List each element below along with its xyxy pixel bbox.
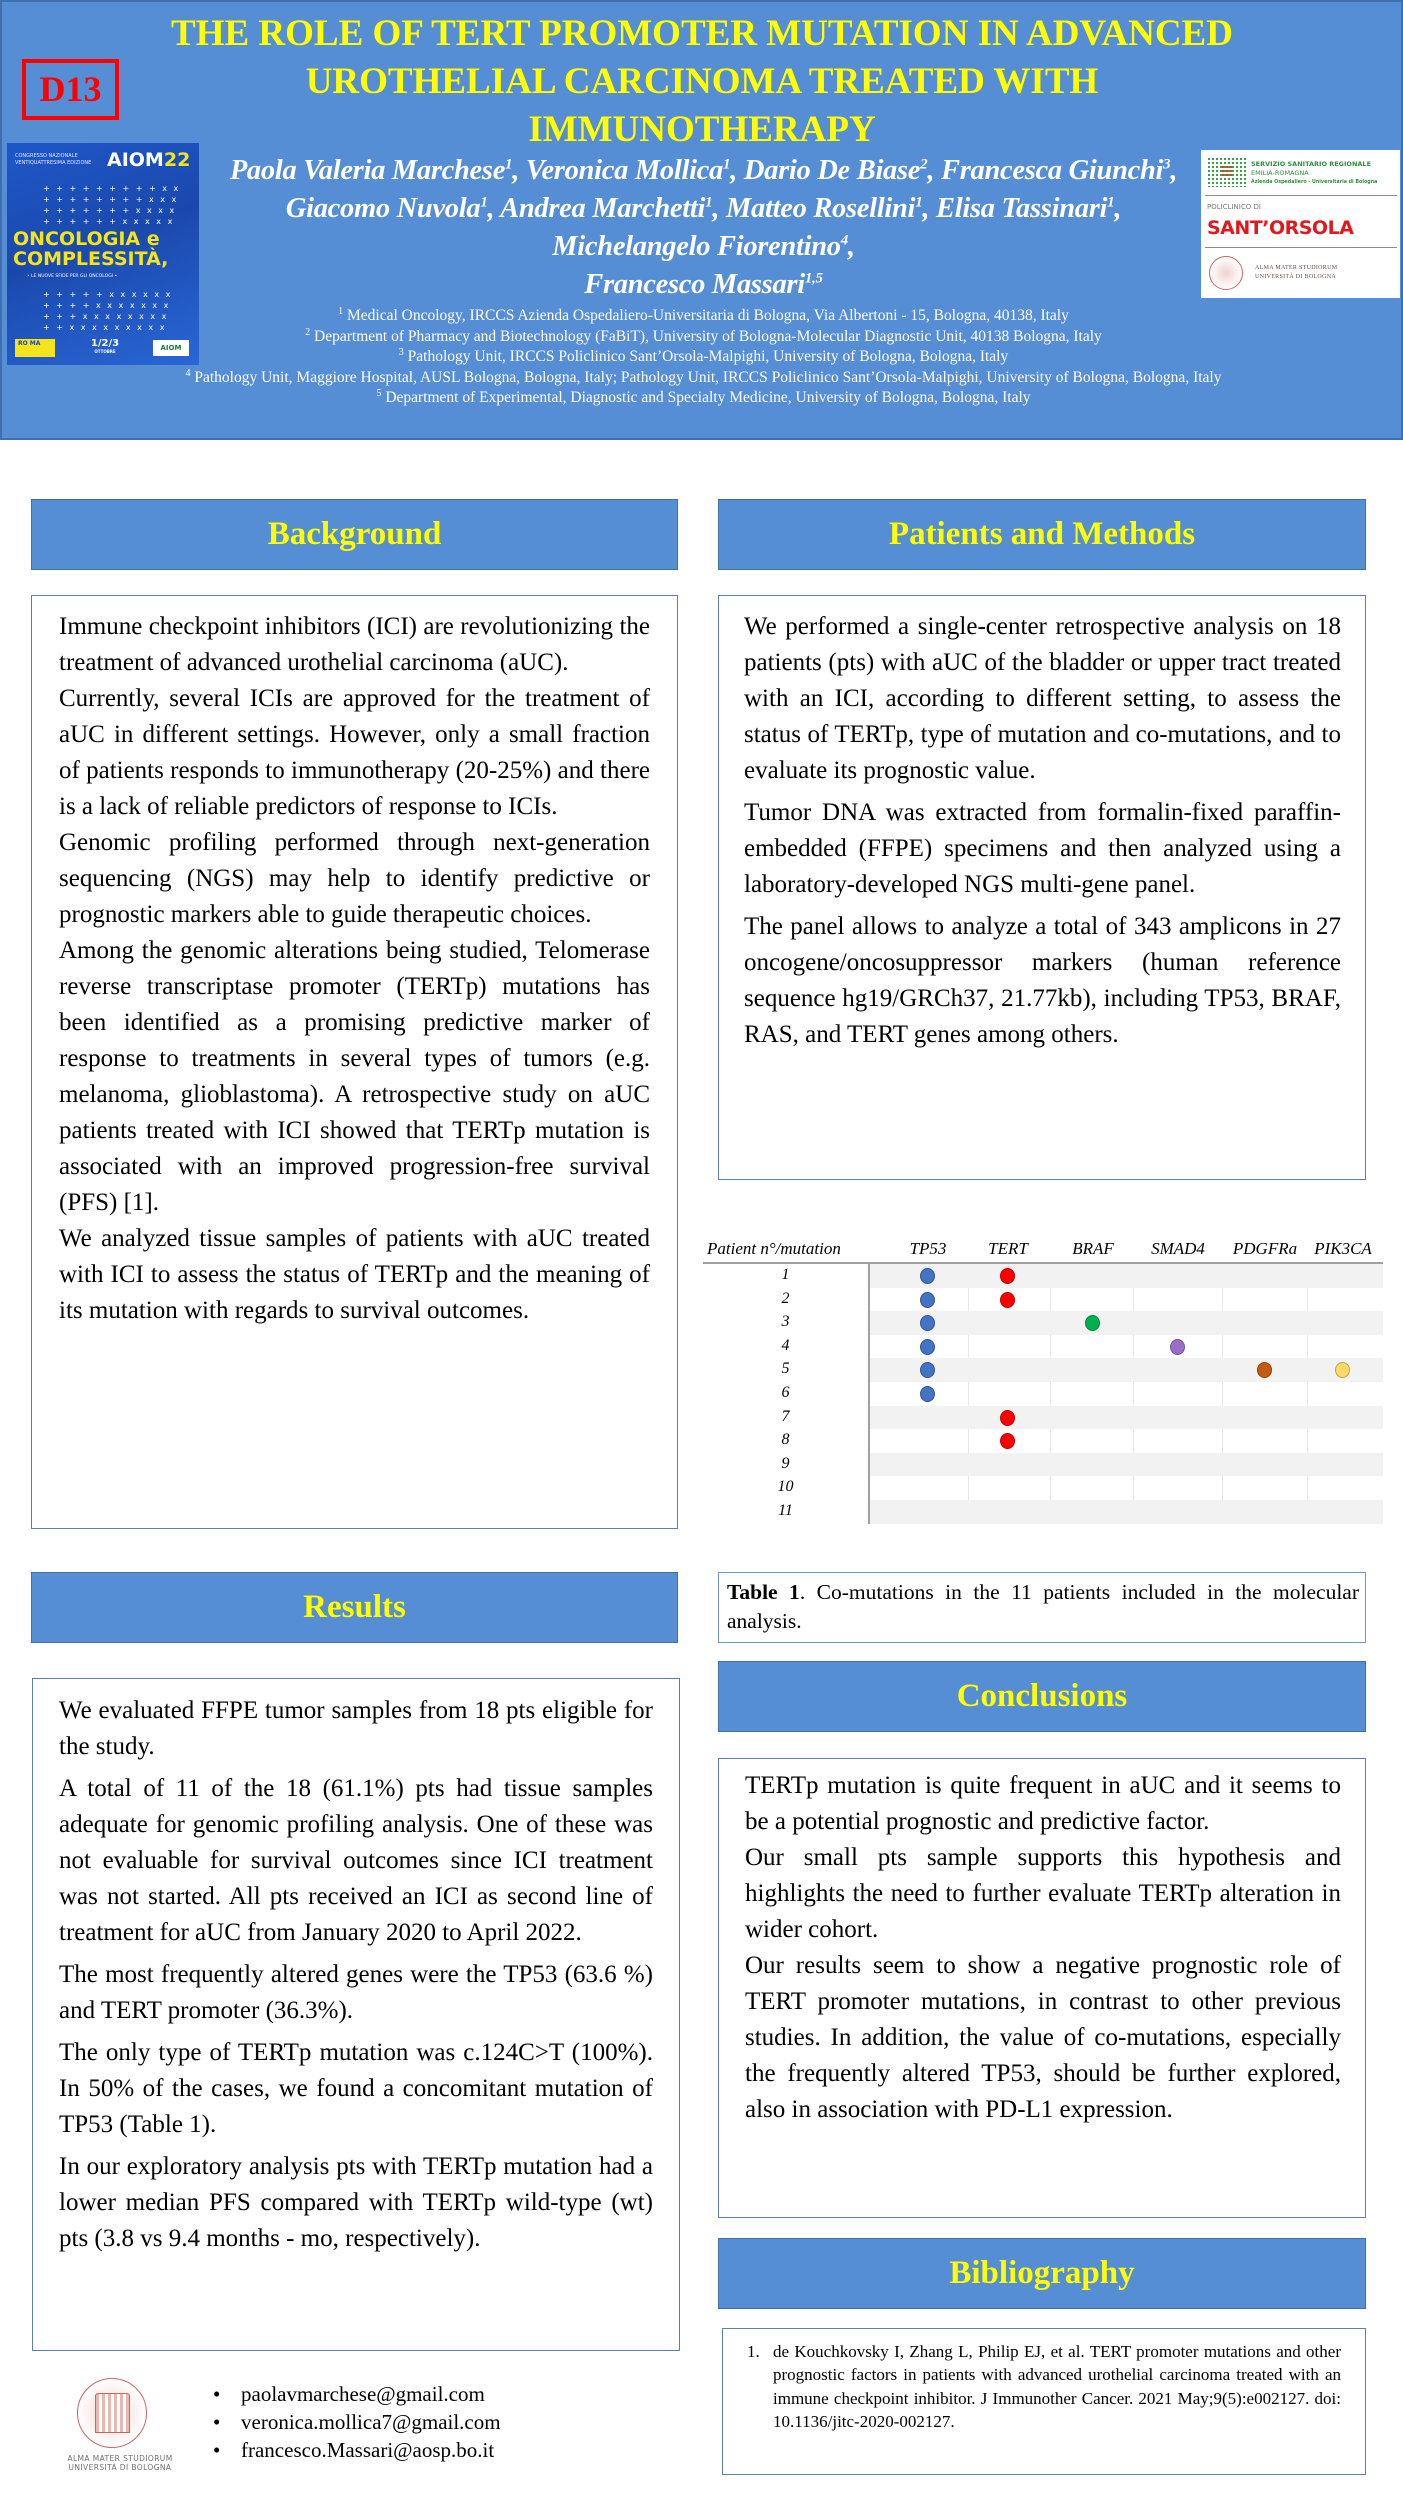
section-heading-conclusions: Conclusions: [718, 1661, 1366, 1732]
author-name: Francesca Giunchi: [941, 155, 1164, 186]
background-paragraph: We analyzed tissue samples of patients with aUC treated with ICI to assess the status of TERTp and the meaning of its mutation with regards to survival outcomes.: [59, 1225, 650, 1324]
mutation-marker-tp53: [920, 1339, 935, 1355]
mutation-marker-tert: [1000, 1410, 1015, 1426]
gene-column-header: PIK3CA: [1314, 1239, 1372, 1258]
caption-label: Table 1: [727, 1579, 800, 1604]
section-heading-bibliography: Bibliography: [718, 2238, 1366, 2309]
background-paragraph: Immune checkpoint inhibitors (ICI) are revolutionizing the treatment of advanced urothelial carcinoma (aUC).: [59, 613, 650, 676]
left-column: [31, 499, 681, 2491]
gene-column-header: TERT: [988, 1239, 1028, 1258]
unibo-line: ALMA MATER STUDIORUM: [1255, 265, 1338, 271]
results-text-box: [32, 1678, 680, 2351]
table-row: [703, 1382, 1383, 1406]
author-name: Matteo Rosellini: [726, 193, 916, 224]
methods-text-box: [718, 595, 1366, 1180]
mutation-marker-pik3ca: [1335, 1362, 1350, 1378]
mutation-marker-pdgfra: [1257, 1362, 1272, 1378]
footer: [31, 2376, 681, 2491]
author-affiliation-mark: 1: [480, 194, 488, 211]
patient-number: 4: [703, 1335, 870, 1359]
city-badge: RO MA: [15, 339, 55, 357]
author: [936, 193, 1114, 224]
affiliation: [2, 388, 1403, 409]
author-block: [2, 152, 1403, 409]
pattern-row: + + + + + + + + + x x: [43, 184, 181, 193]
patient-number: 11: [703, 1500, 870, 1524]
table-header-row: [703, 1236, 1383, 1264]
patient-number: 9: [703, 1453, 870, 1477]
affiliation-text: Pathology Unit, IRCCS Policlinico Sant’Orsola-Malpighi, University of Bologna, Bologna, Italy: [407, 348, 1009, 365]
table-row-header: Patient n°/mutation: [707, 1239, 841, 1258]
conclusions-paragraph: Our small pts sample supports this hypothesis and highlights the need to further evaluate TERTp alteration in wider cohort.: [745, 1843, 1341, 1943]
congress-tagline: • LE NUOVE SFIDE PER GLI ONCOLOGI •: [27, 274, 118, 279]
mutation-marker-tp53: [920, 1386, 935, 1402]
table-row: [703, 1288, 1383, 1312]
contact-email[interactable]: • paolavmarchese@gmail.com: [205, 2380, 501, 2408]
affiliation-text: Department of Experimental, Diagnostic and Specialty Medicine, University of Bologna, Bologna, Italy: [385, 389, 1031, 406]
table-row: [703, 1476, 1383, 1500]
reference-list: [747, 2340, 1341, 2434]
ssr-logo: [1205, 154, 1397, 196]
author-affiliation-mark: 3: [1163, 156, 1171, 173]
pattern-row: + + + + + + x x x x x: [43, 217, 175, 226]
mutation-marker-smad4: [1170, 1339, 1185, 1355]
comutation-table: [703, 1236, 1383, 1524]
author-name: Veronica Mollica: [525, 155, 723, 186]
table-row: [703, 1500, 1383, 1524]
aiom-badge: AIOM: [153, 340, 189, 356]
mutation-marker-tp53: [920, 1315, 935, 1331]
contact-email-list: [205, 2380, 501, 2464]
affiliation: [2, 368, 1403, 389]
section-heading-results: Results: [31, 1572, 678, 1643]
pattern-row: + + + + + + + x x x x: [43, 206, 177, 215]
bibliography-box: [722, 2328, 1366, 2475]
patient-number: 2: [703, 1288, 870, 1312]
policlinico-logo: [1205, 200, 1397, 248]
table-row: [703, 1311, 1383, 1335]
dates-text: 1/2/3: [90, 338, 120, 349]
author-affiliation-mark: 1,5: [804, 270, 823, 287]
caption-text: . Co-mutations in the 11 patients included in the molecular analysis.: [727, 1579, 1359, 1633]
author-affiliation-mark: 1: [1107, 194, 1115, 211]
affiliation: [2, 306, 1403, 327]
footer-logo-line: ALMA MATER STUDIORUM: [67, 2454, 173, 2463]
right-column: [707, 499, 1372, 2475]
table-row: [703, 1406, 1383, 1430]
ssr-line: SERVIZIO SANITARIO REGIONALE: [1251, 160, 1372, 168]
affiliation-number: 5: [376, 387, 382, 399]
congress-edition: VENTIQUATTRESIMA EDIZIONE: [15, 160, 92, 166]
reference-number: 1.: [747, 2341, 760, 2361]
author-affiliation-mark: 4: [840, 232, 848, 249]
author: [526, 155, 730, 186]
results-paragraph: The most frequently altered genes were the TP53 (63.6 %) and TERT promoter (36.3%).: [59, 1961, 653, 2024]
month-text: OTTOBRE: [94, 349, 116, 354]
results-paragraph: A total of 11 of the 18 (61.1%) pts had tissue samples adequate for genomic profiling analysis. One of these was not evaluable for survival outcomes since ICI treatment was not started. All pts received an ICI as second line of treatment for aUC from January 2020 to April 2022.: [59, 1775, 653, 1946]
author-name: Dario De Biase: [743, 155, 921, 186]
unibo-logo: [1205, 254, 1397, 294]
results-paragraph: The only type of TERTp mutation was c.124C>T (100%). In 50% of the cases, we found a concomitant mutation of TP53 (Table 1).: [59, 2039, 653, 2138]
author-affiliation-mark: 1: [915, 194, 923, 211]
pattern-row: + + + + x x x x x x x: [43, 301, 171, 310]
footer-logo-text: [55, 2454, 185, 2472]
patient-number: 7: [703, 1406, 870, 1430]
header-banner: [0, 0, 1403, 440]
university-seal-icon: [1209, 256, 1243, 290]
unibo-text: [1255, 264, 1337, 282]
contact-email[interactable]: • francesco.Massari@aosp.bo.it: [205, 2436, 501, 2464]
unibo-line: UNIVERSITÀ DI BOLOGNA: [1255, 274, 1336, 280]
background-paragraph: Genomic profiling performed through next-generation sequencing (NGS) may help to identify predictive or prognostic markers able to guide therapeutic choices.: [59, 829, 650, 928]
author-name: Giacomo Nuvola: [285, 193, 481, 224]
table-row: [703, 1335, 1383, 1359]
ssr-dots-icon: [1207, 157, 1247, 187]
conclusions-text-box: [718, 1758, 1366, 2218]
affiliation-text: Department of Pharmacy and Biotechnology (FaBiT), University of Bologna-Molecular Diagnostic Unit, 40138 Bologna, Italy: [314, 327, 1102, 345]
table-row: [703, 1358, 1383, 1382]
affiliation-number: 2: [305, 326, 311, 338]
policlinico-label: POLICLINICO DI: [1207, 203, 1261, 211]
background-paragraph: Among the genomic alterations being studied, Telomerase reverse transcriptase promoter (TERTp) mutations has been identified as a promising predictive marker of response to treatments in several types of tumors (e.g. melanoma, glioblastoma). A retrospective study on aUC patients treated with ICI showed that TERTp mutation is associated with an improved progression-free survival (PFS) [1].: [59, 937, 650, 1216]
author: [726, 193, 922, 224]
footer-university-logo: [55, 2376, 185, 2491]
table-caption: [727, 1578, 1359, 1636]
patient-number: 10: [703, 1476, 870, 1500]
mutation-marker-tp53: [920, 1362, 935, 1378]
author: [230, 155, 512, 186]
university-seal-icon: [77, 2378, 147, 2448]
santorsola-label: SANT’ORSOLA: [1207, 217, 1354, 239]
reference-item: [747, 2340, 1341, 2434]
table-row: [703, 1264, 1383, 1288]
patient-number: 1: [703, 1264, 870, 1288]
headline-line: COMPLESSITÀ,: [13, 248, 169, 270]
affiliation-number: 4: [185, 367, 191, 379]
gene-column-header: BRAF: [1072, 1239, 1114, 1258]
author: [286, 193, 488, 224]
brand-text: AIOM: [107, 149, 164, 171]
table-caption-box: [718, 1572, 1366, 1643]
author-list: Paola Valeria Marchese$^1$, Veronica Mollica$^1$, Dario De Biase$^2$, Francesca Giunchi$^3$, Giacomo Nuvola$^1$, Andrea Marchetti$^1$, Matteo Rosellini$^1$, Elisa Tassinari$^1$, Michelangelo Fiorentino$^4$, Francesco Massari$^{1,5}$: [229, 155, 1178, 300]
author-affiliation-mark: 1: [705, 194, 713, 211]
affiliation-number: 1: [338, 305, 344, 317]
methods-paragraph: The panel allows to analyze a total of 343 amplicons in 27 oncogene/oncosuppressor markers (human reference sequence hg19/GRCh37, 21.77kb), including TP53, BRAF, RAS, and TERT genes among others.: [744, 913, 1341, 1048]
author-name: Elisa Tassinari: [936, 193, 1108, 224]
affiliation-text: Pathology Unit, Maggiore Hospital, AUSL Bologna, Bologna, Italy; Pathology Unit, IRCCS Policlinico Sant’Orsola-Malpighi, University of Bologna, Bologna, Italy: [194, 368, 1222, 386]
mutation-marker-tp53: [920, 1292, 935, 1308]
patient-number: 3: [703, 1311, 870, 1335]
ssr-line: Azienda Ospedaliero - Universitaria di Bologna: [1251, 180, 1378, 185]
congress-name: CONGRESSO NAZIONALE: [15, 153, 78, 159]
conclusions-paragraph: TERTp mutation is quite frequent in aUC and it seems to be a potential prognostic and predictive factor.: [745, 1771, 1341, 1835]
ssr-line: EMILIA-ROMAGNA: [1251, 169, 1309, 177]
mutation-marker-tp53: [920, 1268, 935, 1284]
affiliation-number: 3: [398, 346, 404, 358]
gene-column-header: SMAD4: [1151, 1239, 1205, 1258]
author: [584, 269, 822, 300]
results-paragraph: We evaluated FFPE tumor samples from 18 pts eligible for the study.: [59, 1697, 653, 1760]
mutation-marker-tert: [1000, 1268, 1015, 1284]
author: [941, 155, 1170, 186]
mutation-marker-tert: [1000, 1433, 1015, 1449]
contact-email[interactable]: • veronica.mollica7@gmail.com: [205, 2408, 501, 2436]
poster-code-badge: D13: [22, 59, 119, 120]
gene-column-header: TP53: [909, 1239, 947, 1258]
author-affiliation-mark: 2: [920, 156, 928, 173]
mutation-marker-tert: [1000, 1292, 1015, 1308]
author-affiliation-mark: 1: [505, 156, 513, 173]
brand-year: 22: [163, 149, 191, 171]
pattern-row: + + + + + x x x x x x: [43, 290, 173, 299]
results-paragraph: In our exploratory analysis pts with TERTp mutation had a lower median PFS compared with TERTp wild-type (wt) pts (3.8 vs 9.4 months - mo, respectively).: [59, 2153, 653, 2252]
institution-logos: [1201, 150, 1400, 298]
affiliation-text: Medical Oncology, IRCCS Azienda Ospedaliero-Universitaria di Bologna, Via Albertoni - 15, Bologna, 40138, Italy: [347, 307, 1069, 324]
author: [552, 231, 848, 262]
author-name: Paola Valeria Marchese: [229, 155, 506, 186]
section-heading-methods: Patients and Methods: [718, 499, 1366, 570]
patient-number: 5: [703, 1358, 870, 1382]
gene-column-header: PDGFRa: [1232, 1239, 1298, 1258]
mutation-marker-braf: [1085, 1315, 1100, 1331]
patient-number: 6: [703, 1382, 870, 1406]
author-name: Francesco Massari: [584, 269, 805, 300]
pattern-row: + + + + + + + + x x x: [43, 195, 179, 204]
ssr-text: [1251, 160, 1397, 187]
affiliation: [2, 347, 1403, 368]
author-name: Michelangelo Fiorentino: [552, 231, 841, 262]
conclusions-paragraph: Our results seem to show a negative prognostic role of TERT promoter mutations, in contrast to other previous studies. In addition, the value of co-mutations, especially the frequently altered TP53, should be further explored, also in association with PD-L1 expression.: [745, 1951, 1341, 2123]
poster-title: [112, 10, 1292, 154]
title-line: IMMUNOTHERAPY: [528, 109, 876, 150]
section-heading-background: Background: [31, 499, 678, 570]
title-line: THE ROLE OF TERT PROMOTER MUTATION IN ADVANCED: [171, 13, 1233, 54]
affiliation: [2, 327, 1403, 348]
pattern-row: + + + x x x x x x x x: [43, 312, 169, 321]
title-line: UROTHELIAL CARCINOMA TREATED WITH: [305, 61, 1099, 102]
author: [500, 193, 712, 224]
affiliation-list: [2, 306, 1403, 409]
author-affiliation-mark: 1: [723, 156, 731, 173]
table-row: [703, 1429, 1383, 1453]
patient-number: 8: [703, 1429, 870, 1453]
background-text-box: [31, 595, 678, 1529]
headline-line: ONCOLOGIA e: [13, 228, 160, 250]
methods-paragraph: We performed a single-center retrospective analysis on 18 patients (pts) with aUC of the bladder or upper tract treated with an ICI, according to different setting, to assess the status of TERTp, type of mutation and co-mutations, and to evaluate its prognostic value.: [744, 613, 1341, 784]
author-name: Andrea Marchetti: [500, 193, 706, 224]
background-paragraph: Currently, several ICIs are approved for the treatment of aUC in different settings. However, only a small fraction of patients responds to immunotherapy (20-25%) and there is a lack of reliable predictors of response to ICIs.: [59, 685, 650, 820]
pattern-row: + + x x x x x x x x x: [43, 323, 167, 332]
reference-text: de Kouchkovsky I, Zhang L, Philip EJ, et al. TERT promoter mutations and other prognostic factors in patients with advanced urothelial carcinoma treated with an immune checkpoint inhibitor. J Immunother Cancer. 2021 May;9(5):e002127. doi: 10.1136/jitc-2020-002127.: [773, 2341, 1341, 2432]
methods-paragraph: Tumor DNA was extracted from formalin-fixed paraffin-embedded (FFPE) specimens and then analyzed using a laboratory-developed NGS multi-gene panel.: [744, 799, 1341, 898]
footer-logo-line: UNIVERSITÀ DI BOLOGNA: [68, 2463, 172, 2472]
author: [744, 155, 928, 186]
table-row: [703, 1453, 1383, 1477]
